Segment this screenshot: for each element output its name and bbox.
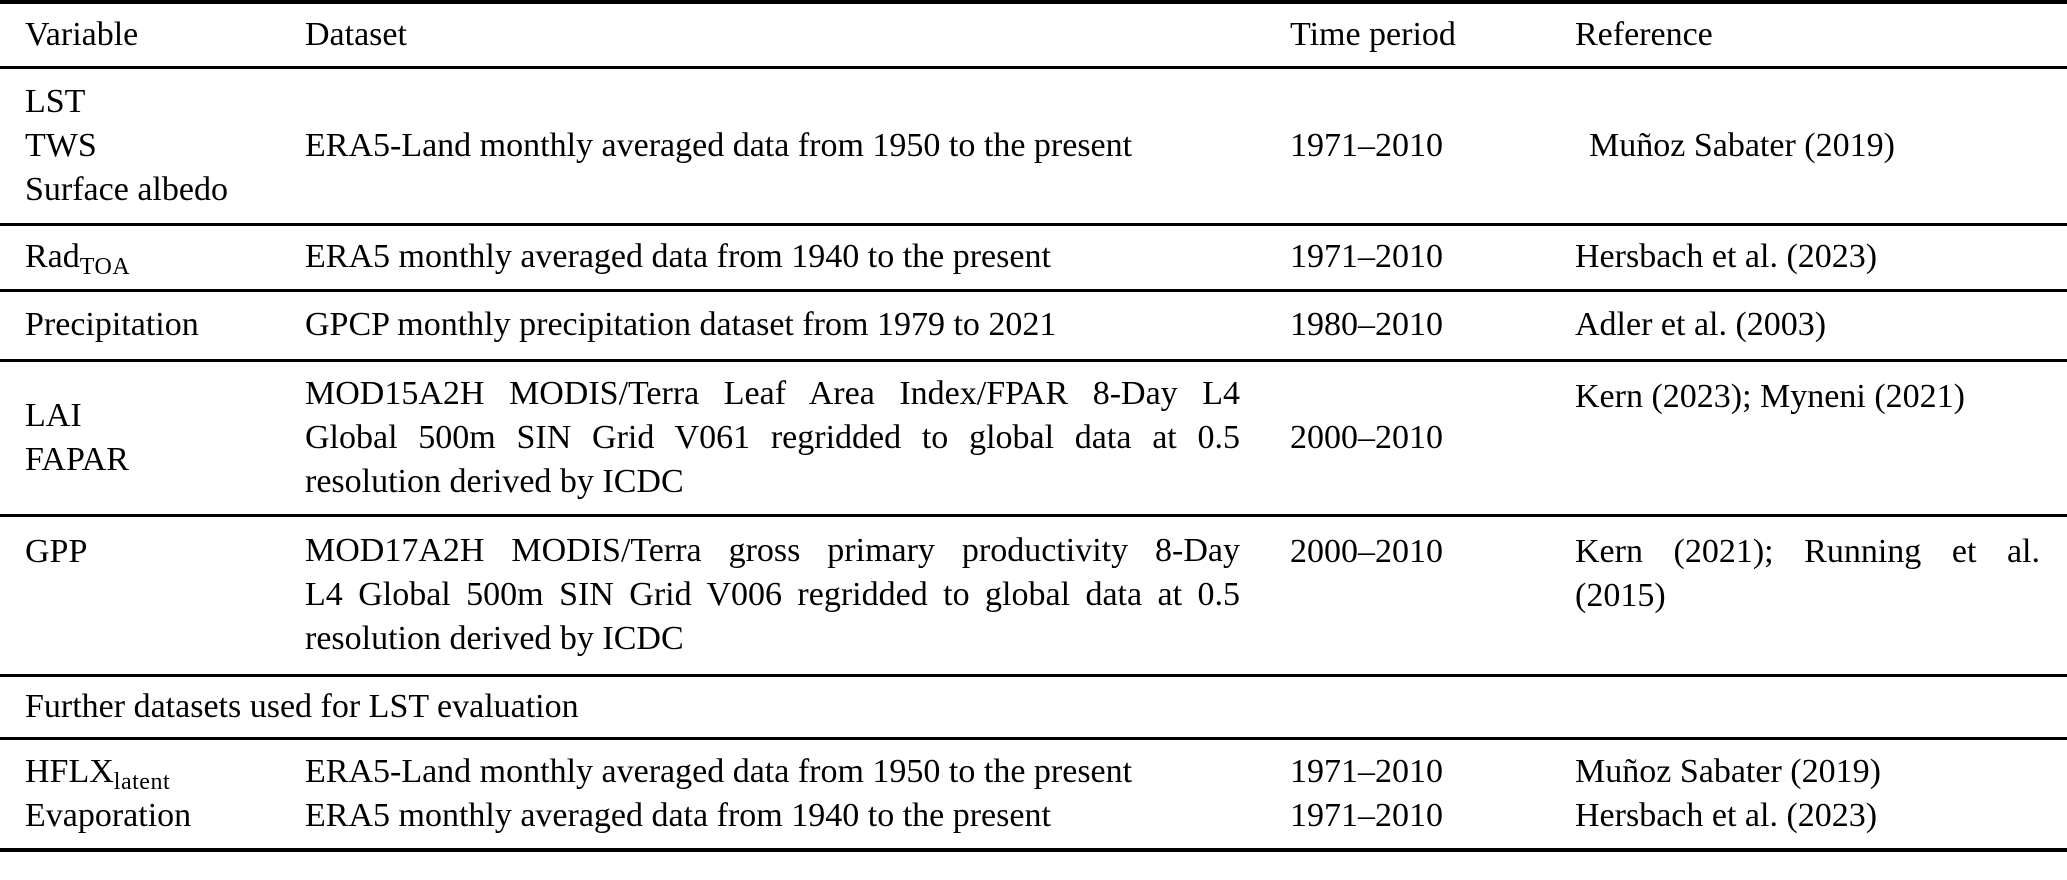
cell-dataset: GPCP monthly precipitation dataset from 1979 to 2021 — [305, 306, 1057, 343]
cell-time-period — [1290, 738, 1575, 850]
cell-time-period: 1971–2010 — [1290, 126, 1443, 164]
cell-variable — [0, 67, 305, 224]
section-title: Further datasets used for LST evaluation — [25, 687, 579, 725]
cell-dataset — [305, 360, 1290, 515]
col-header-variable: Variable — [25, 15, 139, 53]
dataset-line: MOD17A2H MODIS/Terra gross primary productivity 8-Day — [305, 532, 1240, 569]
cell-time-period: 1971–2010 — [1290, 238, 1443, 275]
table-row-precipitation — [0, 290, 2067, 360]
variable-base: HFLX — [25, 752, 114, 790]
cell-variable — [0, 360, 305, 515]
table-row-hflx-evaporation — [0, 738, 2067, 850]
cell-variable — [0, 224, 305, 290]
cell-time-period: 2000–2010 — [1290, 418, 1443, 456]
table-row-gpp — [0, 515, 2067, 675]
cell-reference — [1575, 738, 2067, 850]
cell-variable: GPP — [25, 532, 88, 570]
reference-line: Hersbach et al. (2023) — [1575, 796, 1878, 834]
variable-base: Rad — [25, 238, 80, 275]
dataset-line: ERA5-Land monthly averaged data from 1950 to the present — [305, 752, 1133, 790]
cell-reference: Kern (2023); Myneni (2021) — [1575, 377, 1965, 415]
section-row-lst-evaluation — [0, 675, 2067, 738]
cell-variable: Precipitation — [25, 306, 199, 343]
table-row-lst-tws-albedo — [0, 67, 2067, 224]
cell-reference: Adler et al. (2003) — [1575, 306, 1827, 343]
reference-line: Muñoz Sabater (2019) — [1575, 752, 1881, 790]
variable-subscript: TOA — [79, 254, 131, 280]
time-period-line: 1971–2010 — [1290, 796, 1443, 834]
variable-line: Evaporation — [25, 796, 192, 834]
variable-line: TWS — [25, 126, 97, 164]
dataset-line: resolution derived by ICDC — [305, 620, 684, 657]
variable-line: Surface albedo — [25, 170, 228, 208]
table-row-radtoa — [0, 224, 2067, 290]
dataset-line: L4 Global 500m SIN Grid V006 regridded to global data at 0.5 — [305, 576, 1240, 613]
cell-reference: Muñoz Sabater (2019) — [1589, 126, 1895, 164]
dataset-line: MOD15A2H MODIS/Terra Leaf Area Index/FPAR 8-Day L4 — [305, 374, 1240, 412]
col-header-reference: Reference — [1575, 15, 1713, 53]
cell-dataset — [305, 515, 1290, 675]
col-header-time-period: Time period — [1290, 15, 1456, 53]
table-row-lai-fapar — [0, 360, 2067, 515]
cell-dataset: ERA5 monthly averaged data from 1940 to the present — [305, 238, 1051, 275]
variable-line: LST — [25, 82, 86, 120]
cell-time-period: 2000–2010 — [1290, 532, 1443, 570]
variable-line: LAI — [25, 396, 82, 434]
time-period-line: 1971–2010 — [1290, 752, 1443, 790]
cell-reference — [1575, 515, 2067, 675]
variable-subscript: latent — [113, 768, 171, 795]
cell-time-period: 1980–2010 — [1290, 306, 1443, 343]
cell-dataset — [305, 738, 1290, 850]
reference-line: Kern (2021); Running et al. — [1575, 532, 2040, 570]
reference-line: (2015) — [1575, 576, 1666, 614]
dataset-line: Global 500m SIN Grid V061 regridded to global data at 0.5 — [305, 418, 1240, 456]
variable-line — [25, 750, 305, 794]
cell-variable — [0, 738, 305, 850]
cell-reference: Hersbach et al. (2023) — [1575, 238, 1878, 275]
dataset-line: ERA5 monthly averaged data from 1940 to the present — [305, 796, 1051, 834]
table-header-row — [0, 2, 2067, 67]
cell-dataset: ERA5-Land monthly averaged data from 1950 to the present — [305, 126, 1133, 164]
dataset-line: resolution derived by ICDC — [305, 462, 684, 500]
variable-line: FAPAR — [25, 440, 129, 478]
col-header-dataset: Dataset — [305, 15, 407, 53]
